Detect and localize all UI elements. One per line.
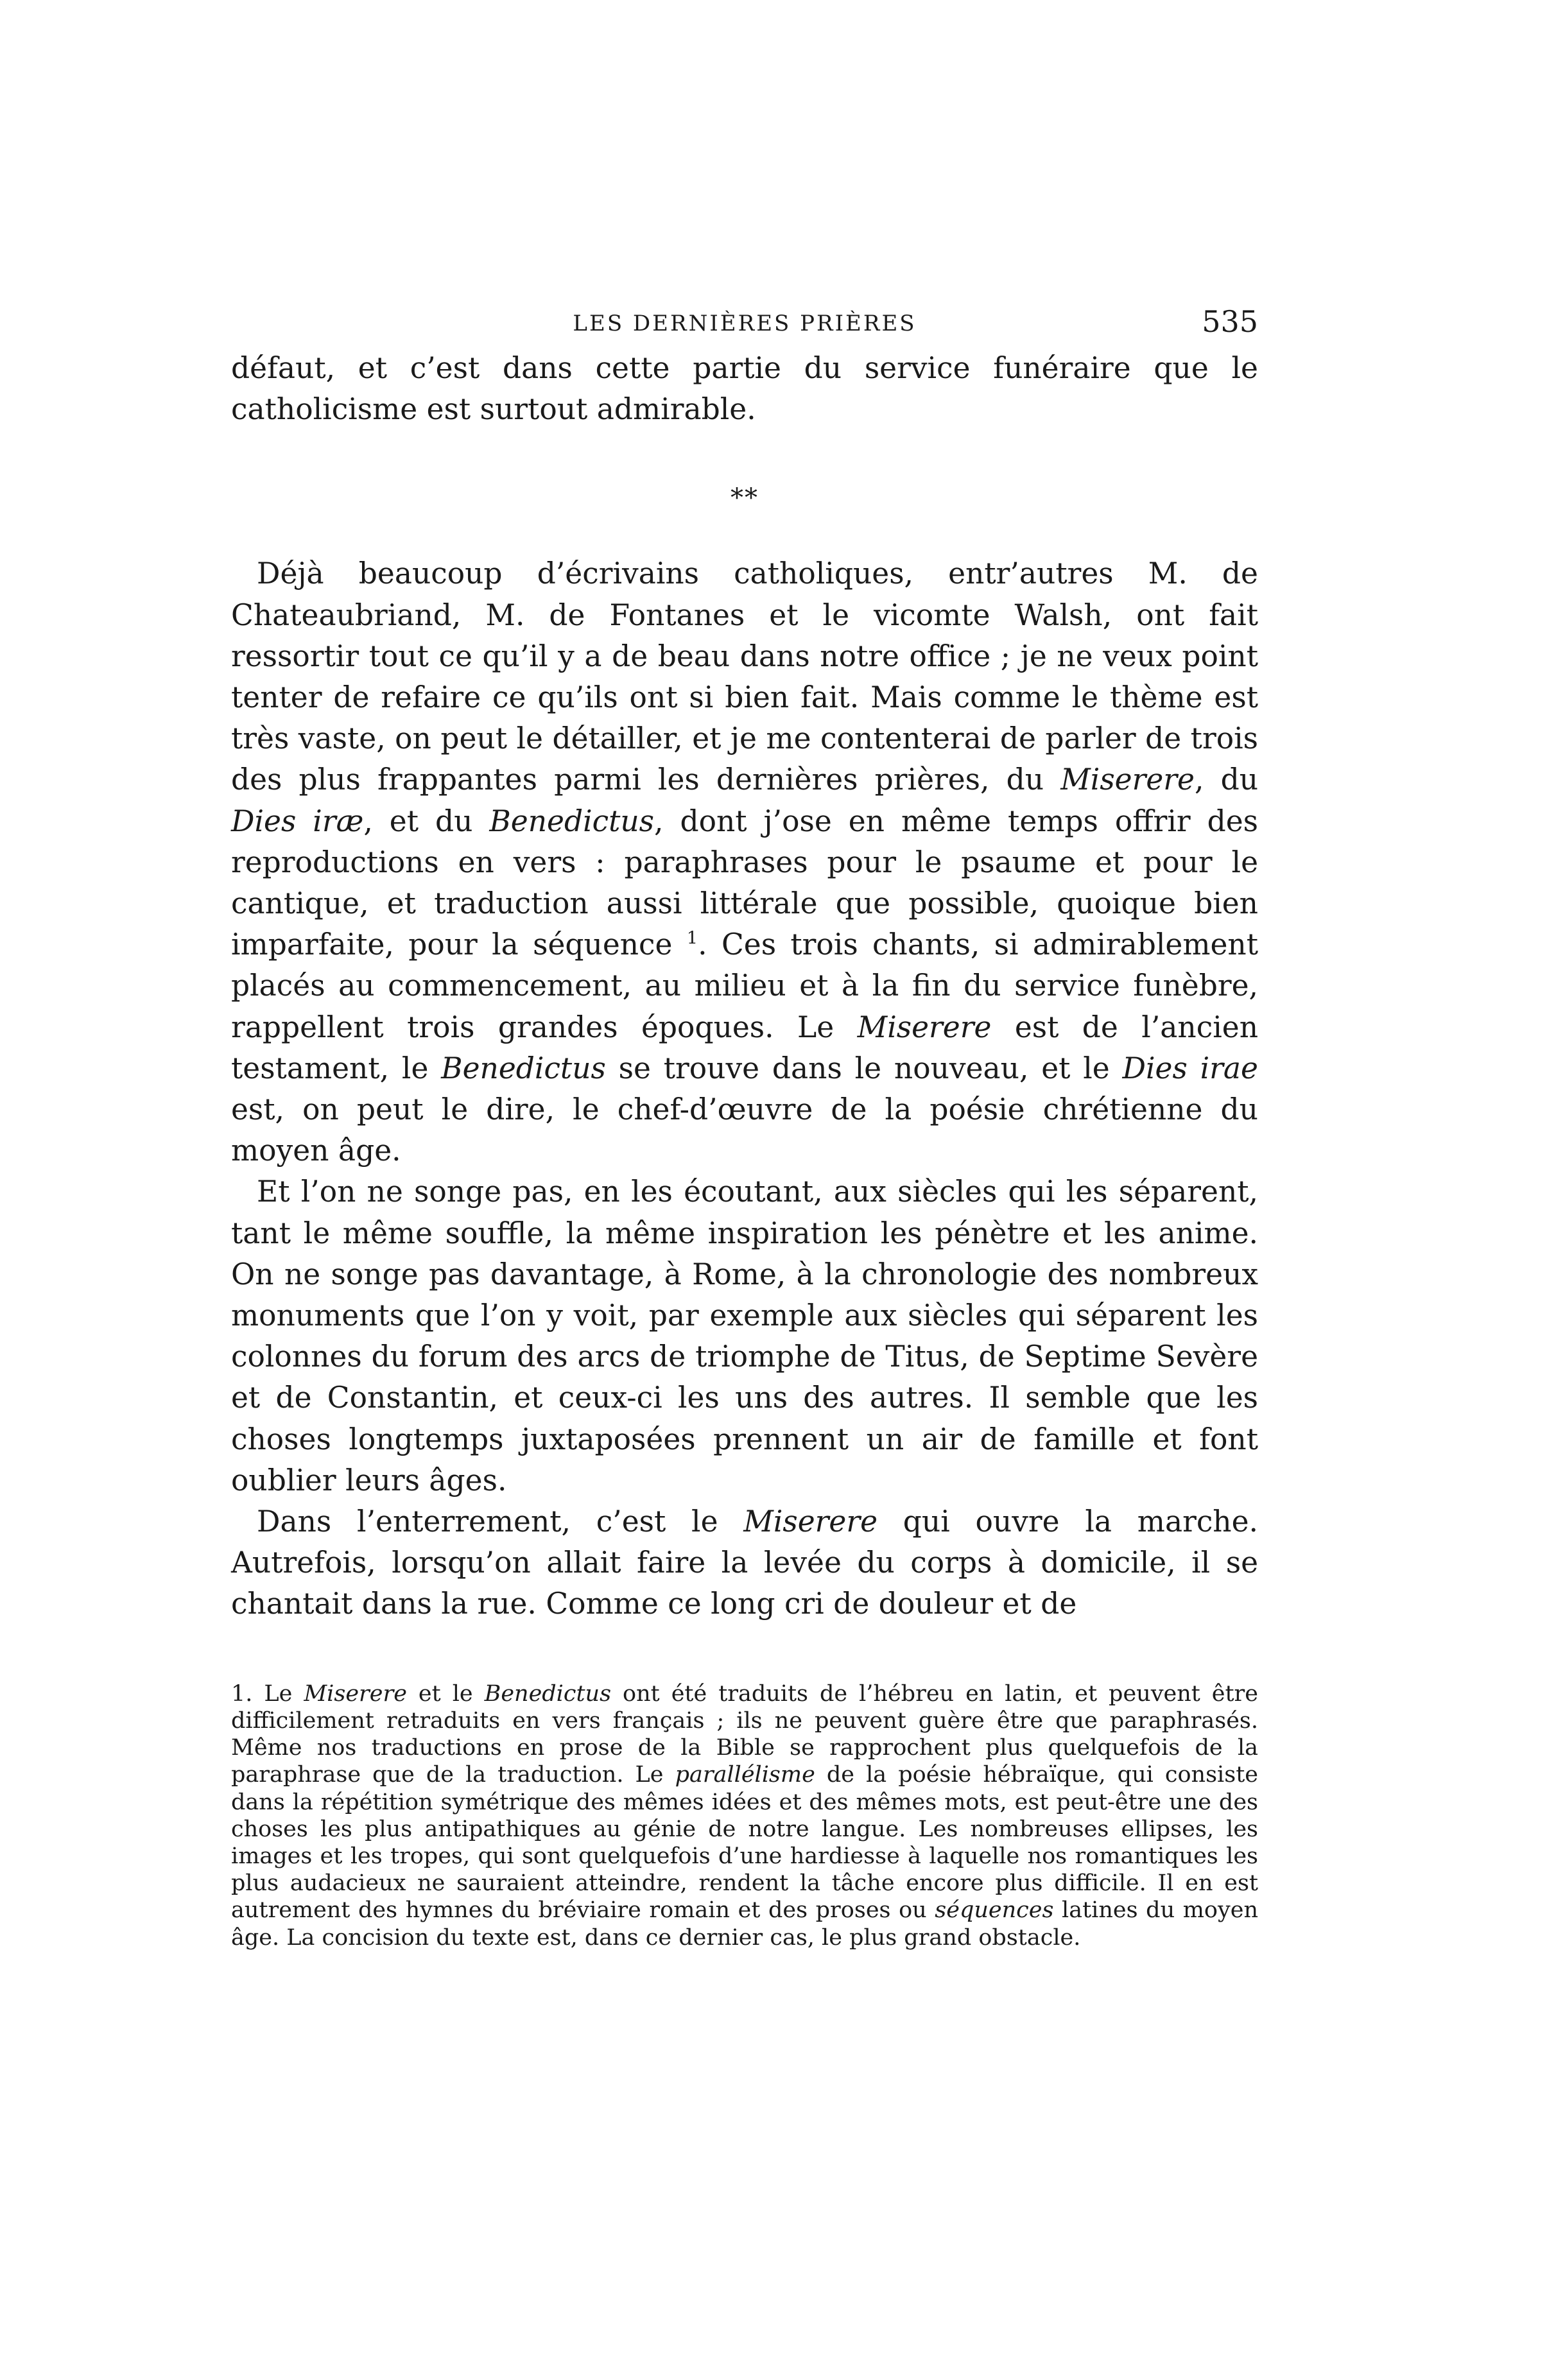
paragraph-1: défaut, et c’est dans cette partie du service funéraire que le catholicisme est surtout admirable. [231, 351, 1258, 427]
footnote-number: 1. [231, 1680, 253, 1707]
paragraph-2: Déjà beaucoup d’écrivains catholiques, entr’autres M. de Chateaubriand, M. de Fontanes et le vicomte Walsh, ont fait ressortir tout ce qu’il y a de beau dans notre office ; je ne veux point tenter de refaire ce qu’ils ont si bien fait. Mais comme le thème est très vaste, on peut le détailler, et je me contenterai de parler de trois des plus frappantes parmi les dernières prières, du Miserere, du Dies iræ, et du Benedictus, dont j’ose en même temps offrir des reproductions en vers : paraphrases pour le psaume et pour le cantique, et traduction aussi littérale que possible, quoique bien imparfaite, pour la séquence $^1$. Ces trois chants, si admirablement placés au commencement, au milieu et à la fin du service funèbre, rappellent trois grandes époques. Le Miserere est de l’ancien testament, le Benedictus se trouve dans le nouveau, et le Dies irae est, on peut le dire, le chef-d’œuvre de la poésie chrétienne du moyen âge. [231, 556, 1258, 1168]
italic-title: Benedictus [489, 804, 655, 838]
italic-title: Miserere [857, 1010, 992, 1044]
paragraph-4: Dans l’enterrement, c’est le Miserere qui ouvre la marche. Autrefois, lorsqu’on allait faire la levée du corps à domicile, il se chantait dans la rue. Comme ce long cri de douleur et de [231, 1505, 1258, 1621]
footnote: 1. Le Miserere et le Benedictus ont été traduits de l’hébreu en latin, et peuvent être difficilement retraduits en vers français ; ils ne peuvent guère être que paraphrasés. Même nos traductions en prose de la Bible se rapprochent plus quelquefois de la paraphrase que de la traduction. Le parallélisme de la poésie hébraïque, qui consiste dans la répétition symétrique des mêmes idées et des mêmes mots, est peut-être une des choses les plus antipathiques au génie de notre langue. Les nombreuses ellipses, les images et les tropes, qui sont quelquefois d’une hardiesse à laquelle nos romantiques les plus audacieux ne sauraient atteindre, rendent la tâche encore plus difficile. Il en est autrement des hymnes du bréviaire romain et des proses ou séquences latines du moyen âge. La concision du texte est, dans ce dernier cas, le plus grand obstacle. [231, 1680, 1259, 1951]
page-number: 535 [1202, 304, 1258, 339]
italic-title: Miserere [743, 1505, 878, 1539]
running-header [231, 302, 1258, 348]
footnote-reference: 1 [686, 928, 698, 949]
section-separator: ** [730, 483, 759, 513]
running-title: LES DERNIÈRES PRIÈRES [573, 311, 917, 336]
footnote-gap [231, 1625, 1258, 1680]
italic-title: Benedictus [441, 1051, 606, 1085]
italic-title: Dies iræ [231, 804, 364, 838]
paragraph-3: Et l’on ne songe pas, en les écoutant, aux siècles qui les séparent, tant le même souffle, la même inspiration les pénètre et les anime. On ne songe pas davantage, à Rome, à la chronologie des nombreux monuments que l’on y voit, par exemple aux siècles qui séparent les colonnes du forum des arcs de triomphe de Titus, de Septime Sevère et de Constantin, et ceux-ci les uns des autres. Il semble que les choses longtemps juxtaposées prennent un air de famille et font oublier leurs âges. [231, 1175, 1258, 1497]
italic-title: Miserere [1060, 763, 1195, 797]
italic-title: Dies irae [1122, 1051, 1258, 1085]
book-page [231, 302, 1258, 1951]
